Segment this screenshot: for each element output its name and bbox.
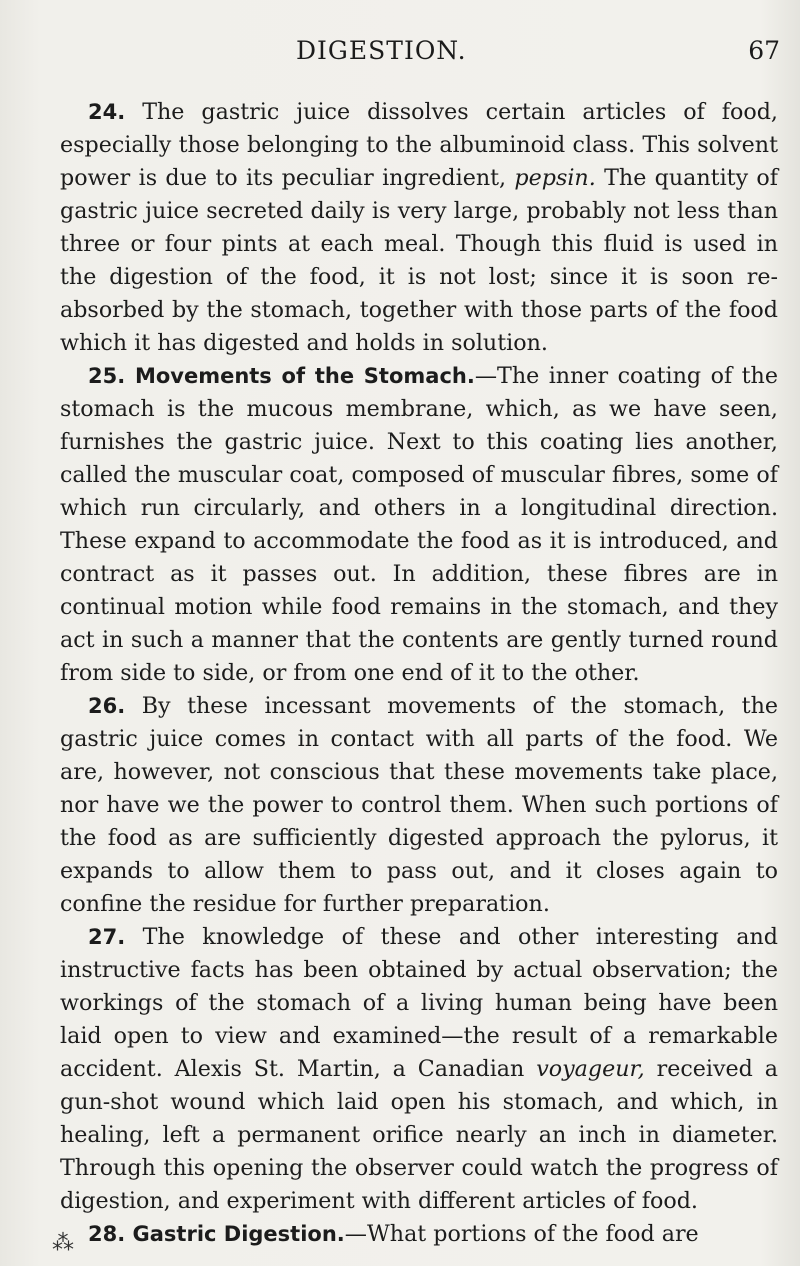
- paragraph-text-continued: received a gun-shot wound which laid open his stomach, and which, in healing, left a permanent orifice nearly an inch in diameter. Through this opening the observer could watch the progress of digestion, and experiment with different articles of food.: [60, 1056, 778, 1214]
- paragraph-number: 24.: [88, 100, 126, 124]
- paragraph-text: —The inner coating of the stomach is the mucous membrane, which, as we have seen, furnishes the gastric juice. Next to this coating lies another, called the muscular coat, composed of muscular fibres, some of which run circularly, and others in a longitudinal direction. These expand to accommodate the food as it is introduced, and contract as it passes out. In addition, these fibres are in continual motion while food remains in the stomach, and they act in such a manner that the contents are gently turned round from side to side, or from one end of it to the other.: [60, 363, 778, 686]
- paragraph-number: 28.: [88, 1222, 126, 1246]
- paragraph-28: [60, 1218, 778, 1251]
- paragraph-25: [60, 360, 778, 690]
- paragraph-text: By these incessant movements of the stomach, the gastric juice comes in contact with all parts of the food. We are, however, not conscious that these movements take place, nor have we the power to control them. When such portions of the food as are sufficiently digested approach the pylorus, it expands to allow them to pass out, and it closes again to confine the residue for further preparation.: [60, 693, 778, 917]
- section-heading: Movements of the Stomach.: [125, 364, 475, 388]
- section-heading: Gastric Digestion.: [125, 1222, 345, 1246]
- paragraph-text: —What portions of the food are: [344, 1221, 699, 1247]
- paragraph-24: [60, 96, 778, 360]
- page-header: [276, 36, 780, 76]
- page-number: 67: [748, 36, 780, 65]
- paragraph-number: 27.: [88, 925, 126, 949]
- paragraph-number: 25.: [88, 364, 126, 388]
- running-title: DIGESTION.: [296, 36, 467, 65]
- paragraph-text: The gastric juice dissolves certain articles of food, especially those belonging to the albuminoid class. This solvent power is due to its peculiar ingredient,: [60, 99, 778, 191]
- paragraph-27: [60, 921, 778, 1218]
- paragraph-text-continued: The quantity of gastric juice secreted daily is very large, probably not less than three or four pints at each meal. Though this fluid is used in the digestion of the food, it is not lost; since it is soon re-absorbed by the stomach, together with those parts of the food which it has digested and holds in solution.: [60, 165, 779, 356]
- paragraph-26: [60, 690, 778, 921]
- margin-annotation-mark: ⁂: [52, 1231, 74, 1256]
- emphasis-term: pepsin.: [514, 165, 596, 191]
- paragraph-text: The knowledge of these and other interesting and instructive facts has been obtained by actual observation; the workings of the stomach of a living human being have been laid open to view and examined—the result of a remarkable accident. Alexis St. Martin, a Canadian: [60, 924, 778, 1082]
- emphasis-term: voyageur,: [536, 1056, 645, 1082]
- page-body: [60, 96, 778, 1251]
- paragraph-number: 26.: [88, 694, 126, 718]
